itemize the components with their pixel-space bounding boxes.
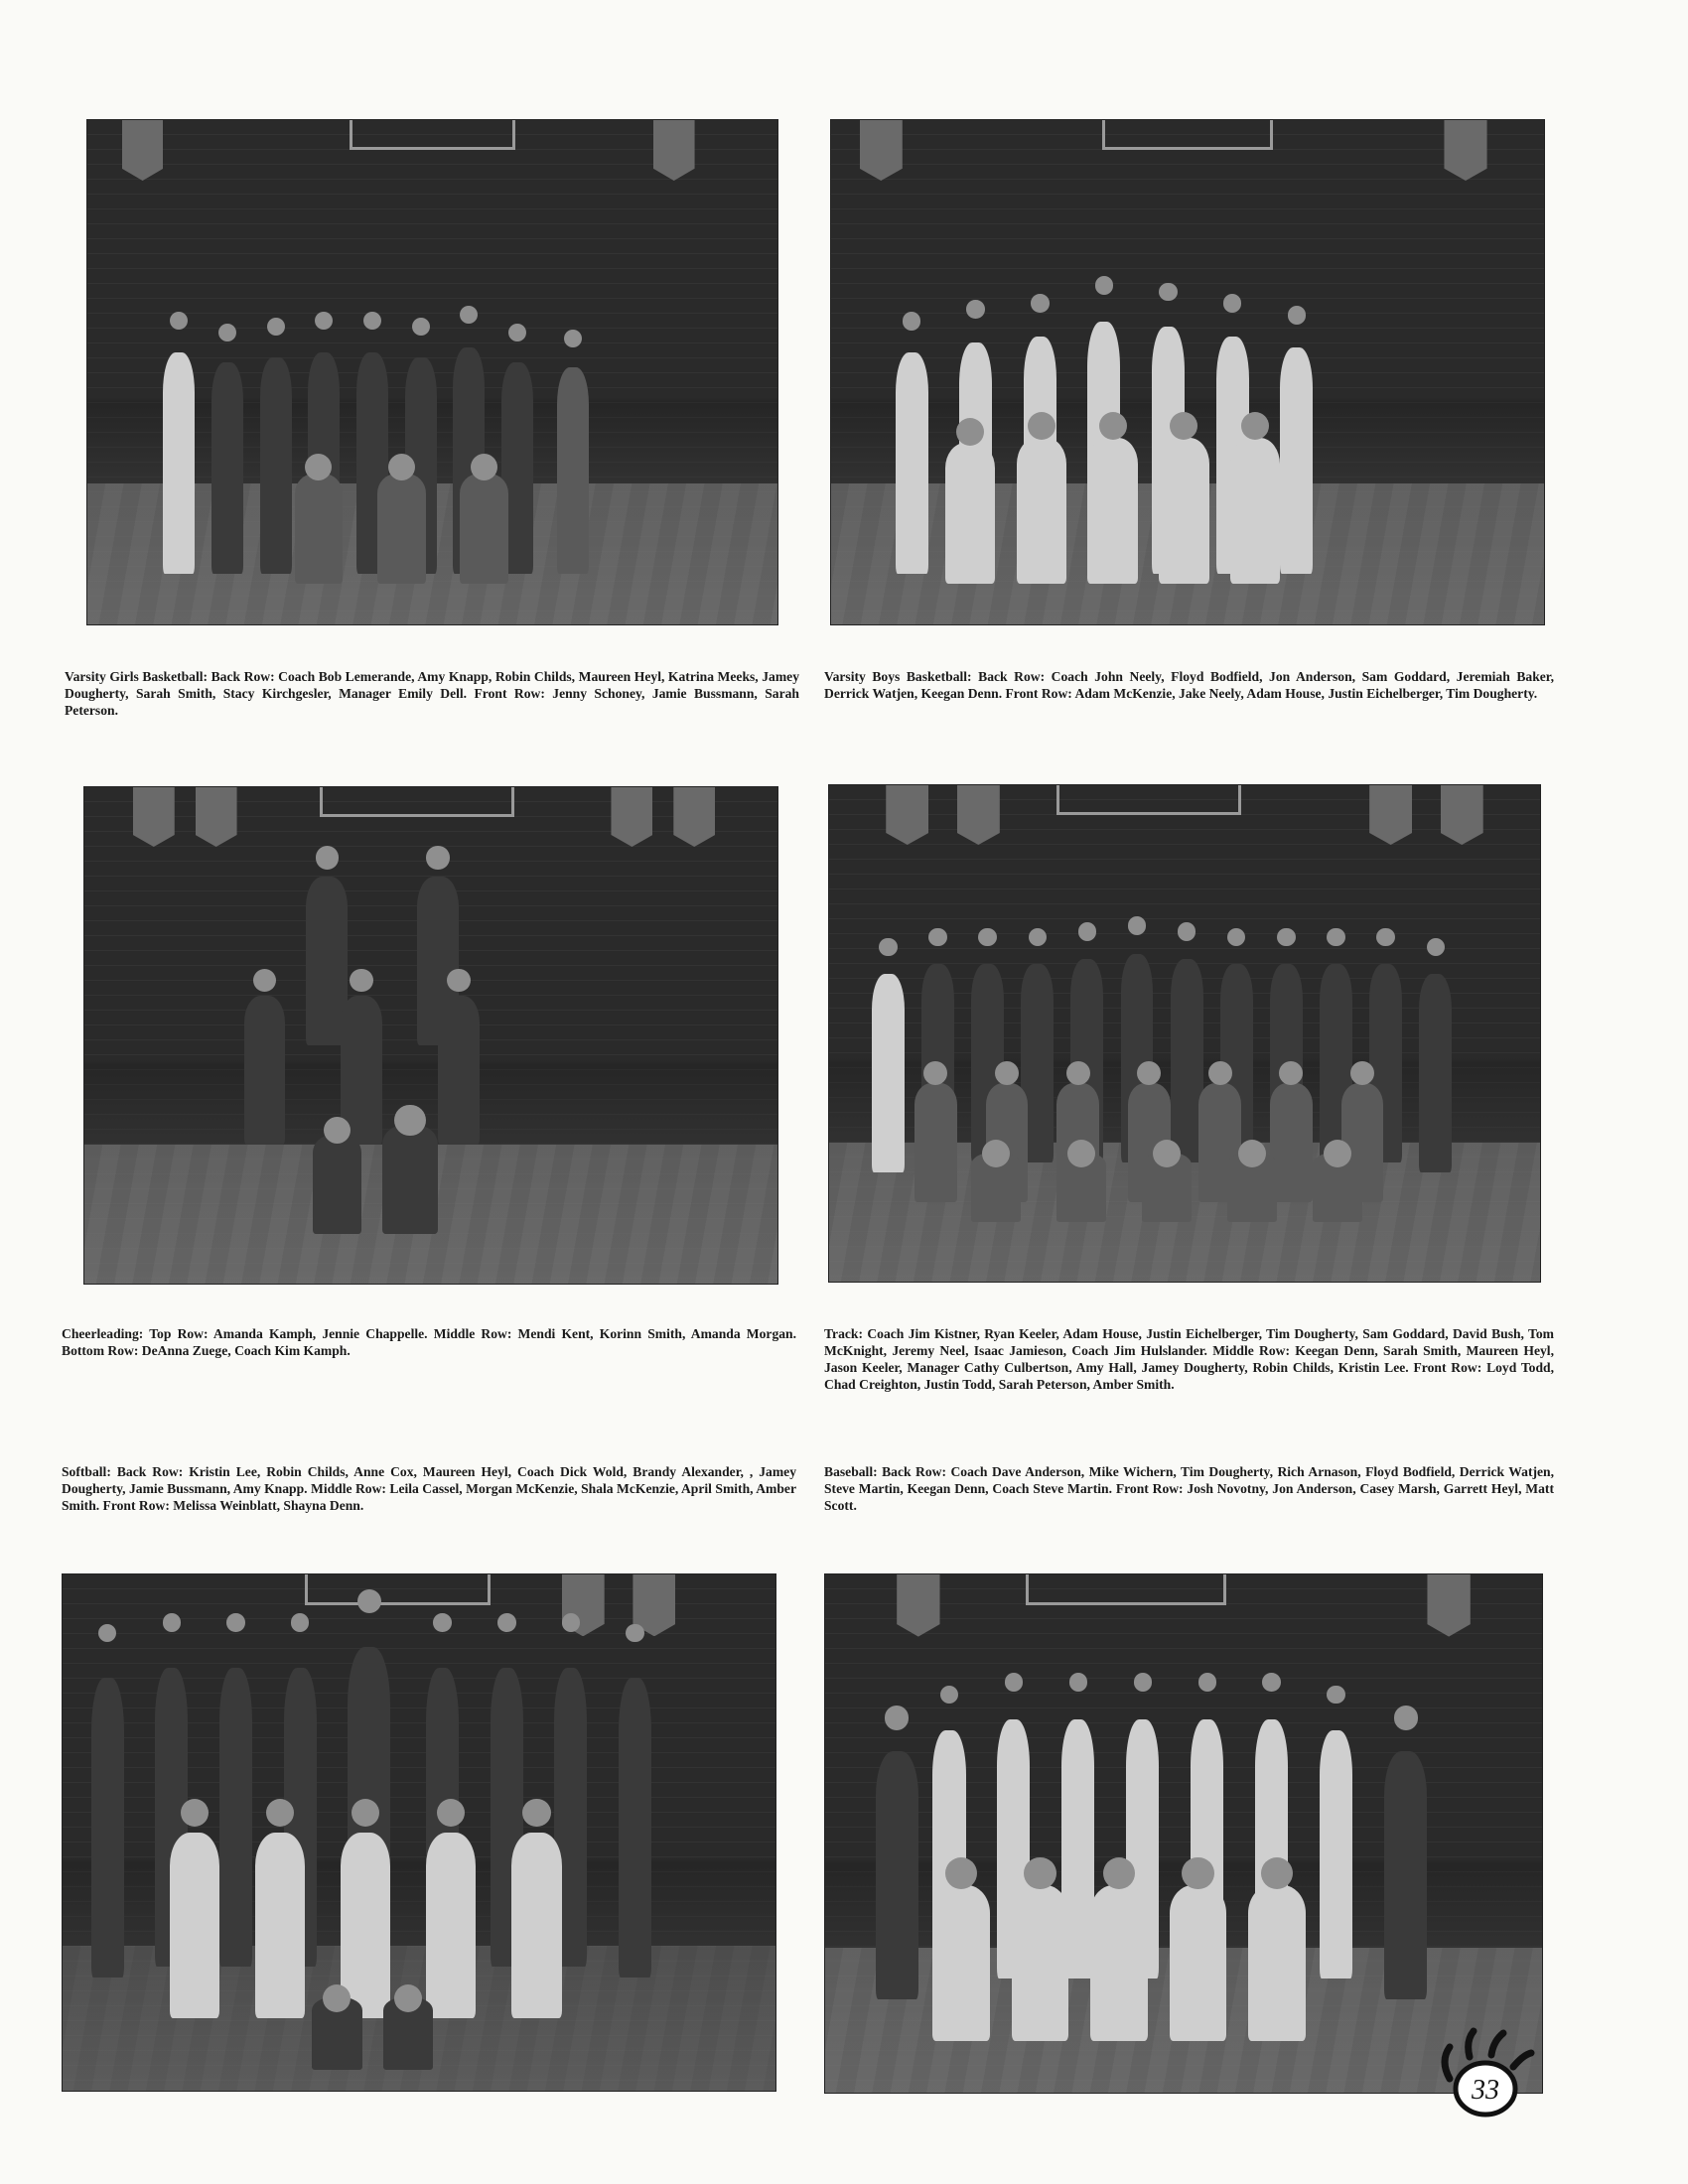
caption-softball: Softball: Back Row: Kristin Lee, Robin Childs, Anne Cox, Maureen Heyl, Coach Dick Wold, Brandy Alexander, , Jamey Dougherty, Jamie Bussmann, Amy Knapp. Middle Row: Leila Cassel, Morgan McKenzie, Shala McKenzie, April Smith, Amber Smith. Front Row: Melissa Weinblatt, Shayna Denn. [62, 1464, 796, 1513]
caption-varsity-girls-basketball: Varsity Girls Basketball: Back Row: Coach Bob Lemerande, Amy Knapp, Robin Childs, Maureen Heyl, Katrina Meeks, Jamey Dougherty, Sarah Smith, Stacy Kirchgesler, Manager Emily Dell. Front Row: Jenny Schoney, Jamie Bussmann, Sarah Peterson. [65, 669, 799, 718]
caption-cheerleading: Cheerleading: Top Row: Amanda Kamph, Jennie Chappelle. Middle Row: Mendi Kent, Korinn Smith, Amanda Morgan. Bottom Row: DeAnna Zuege, Coach Kim Kamph. [62, 1326, 796, 1358]
paw-print-icon [1428, 2027, 1537, 2126]
caption-varsity-boys-basketball: Varsity Boys Basketball: Back Row: Coach John Neely, Floyd Bodfield, Jon Anderson, Sam Goddard, Jeremiah Baker, Derrick Watjen, Keegan Denn. Front Row: Adam McKenzie, Jake Neely, Adam House, Justin Eichelberger, Tim Dougherty. [824, 669, 1554, 701]
photo-varsity-girls-basketball [86, 119, 778, 625]
photo-cheerleading [83, 786, 778, 1285]
page-number: 33 [1472, 2075, 1499, 2106]
caption-track: Track: Coach Jim Kistner, Ryan Keeler, Adam House, Justin Eichelberger, Tim Dougherty, Sam Goddard, David Bush, Tom McKnight, Jeremy Neel, Isaac Jamieson, Coach Jim Hulslander. Middle Row: Keegan Denn, Sarah Smith, Maureen Heyl, Jason Keeler, Manager Cathy Culbertson, Amy Hall, Jamey Dougherty, Robin Childs, Kristin Lee. Front Row: Loyd Todd, Chad Creighton, Justin Todd, Sarah Peterson, Amber Smith. [824, 1326, 1554, 1392]
photo-varsity-boys-basketball [830, 119, 1545, 625]
photo-track [828, 784, 1541, 1283]
photo-softball [62, 1573, 776, 2092]
caption-baseball: Baseball: Back Row: Coach Dave Anderson, Mike Wichern, Tim Dougherty, Rich Arnason, Floyd Bodfield, Derrick Watjen, Steve Martin, Keegan Denn, Coach Steve Martin. Front Row: Josh Novotny, Jon Anderson, Casey Marsh, Garrett Heyl, Matt Scott. [824, 1464, 1554, 1513]
photo-baseball [824, 1573, 1543, 2094]
